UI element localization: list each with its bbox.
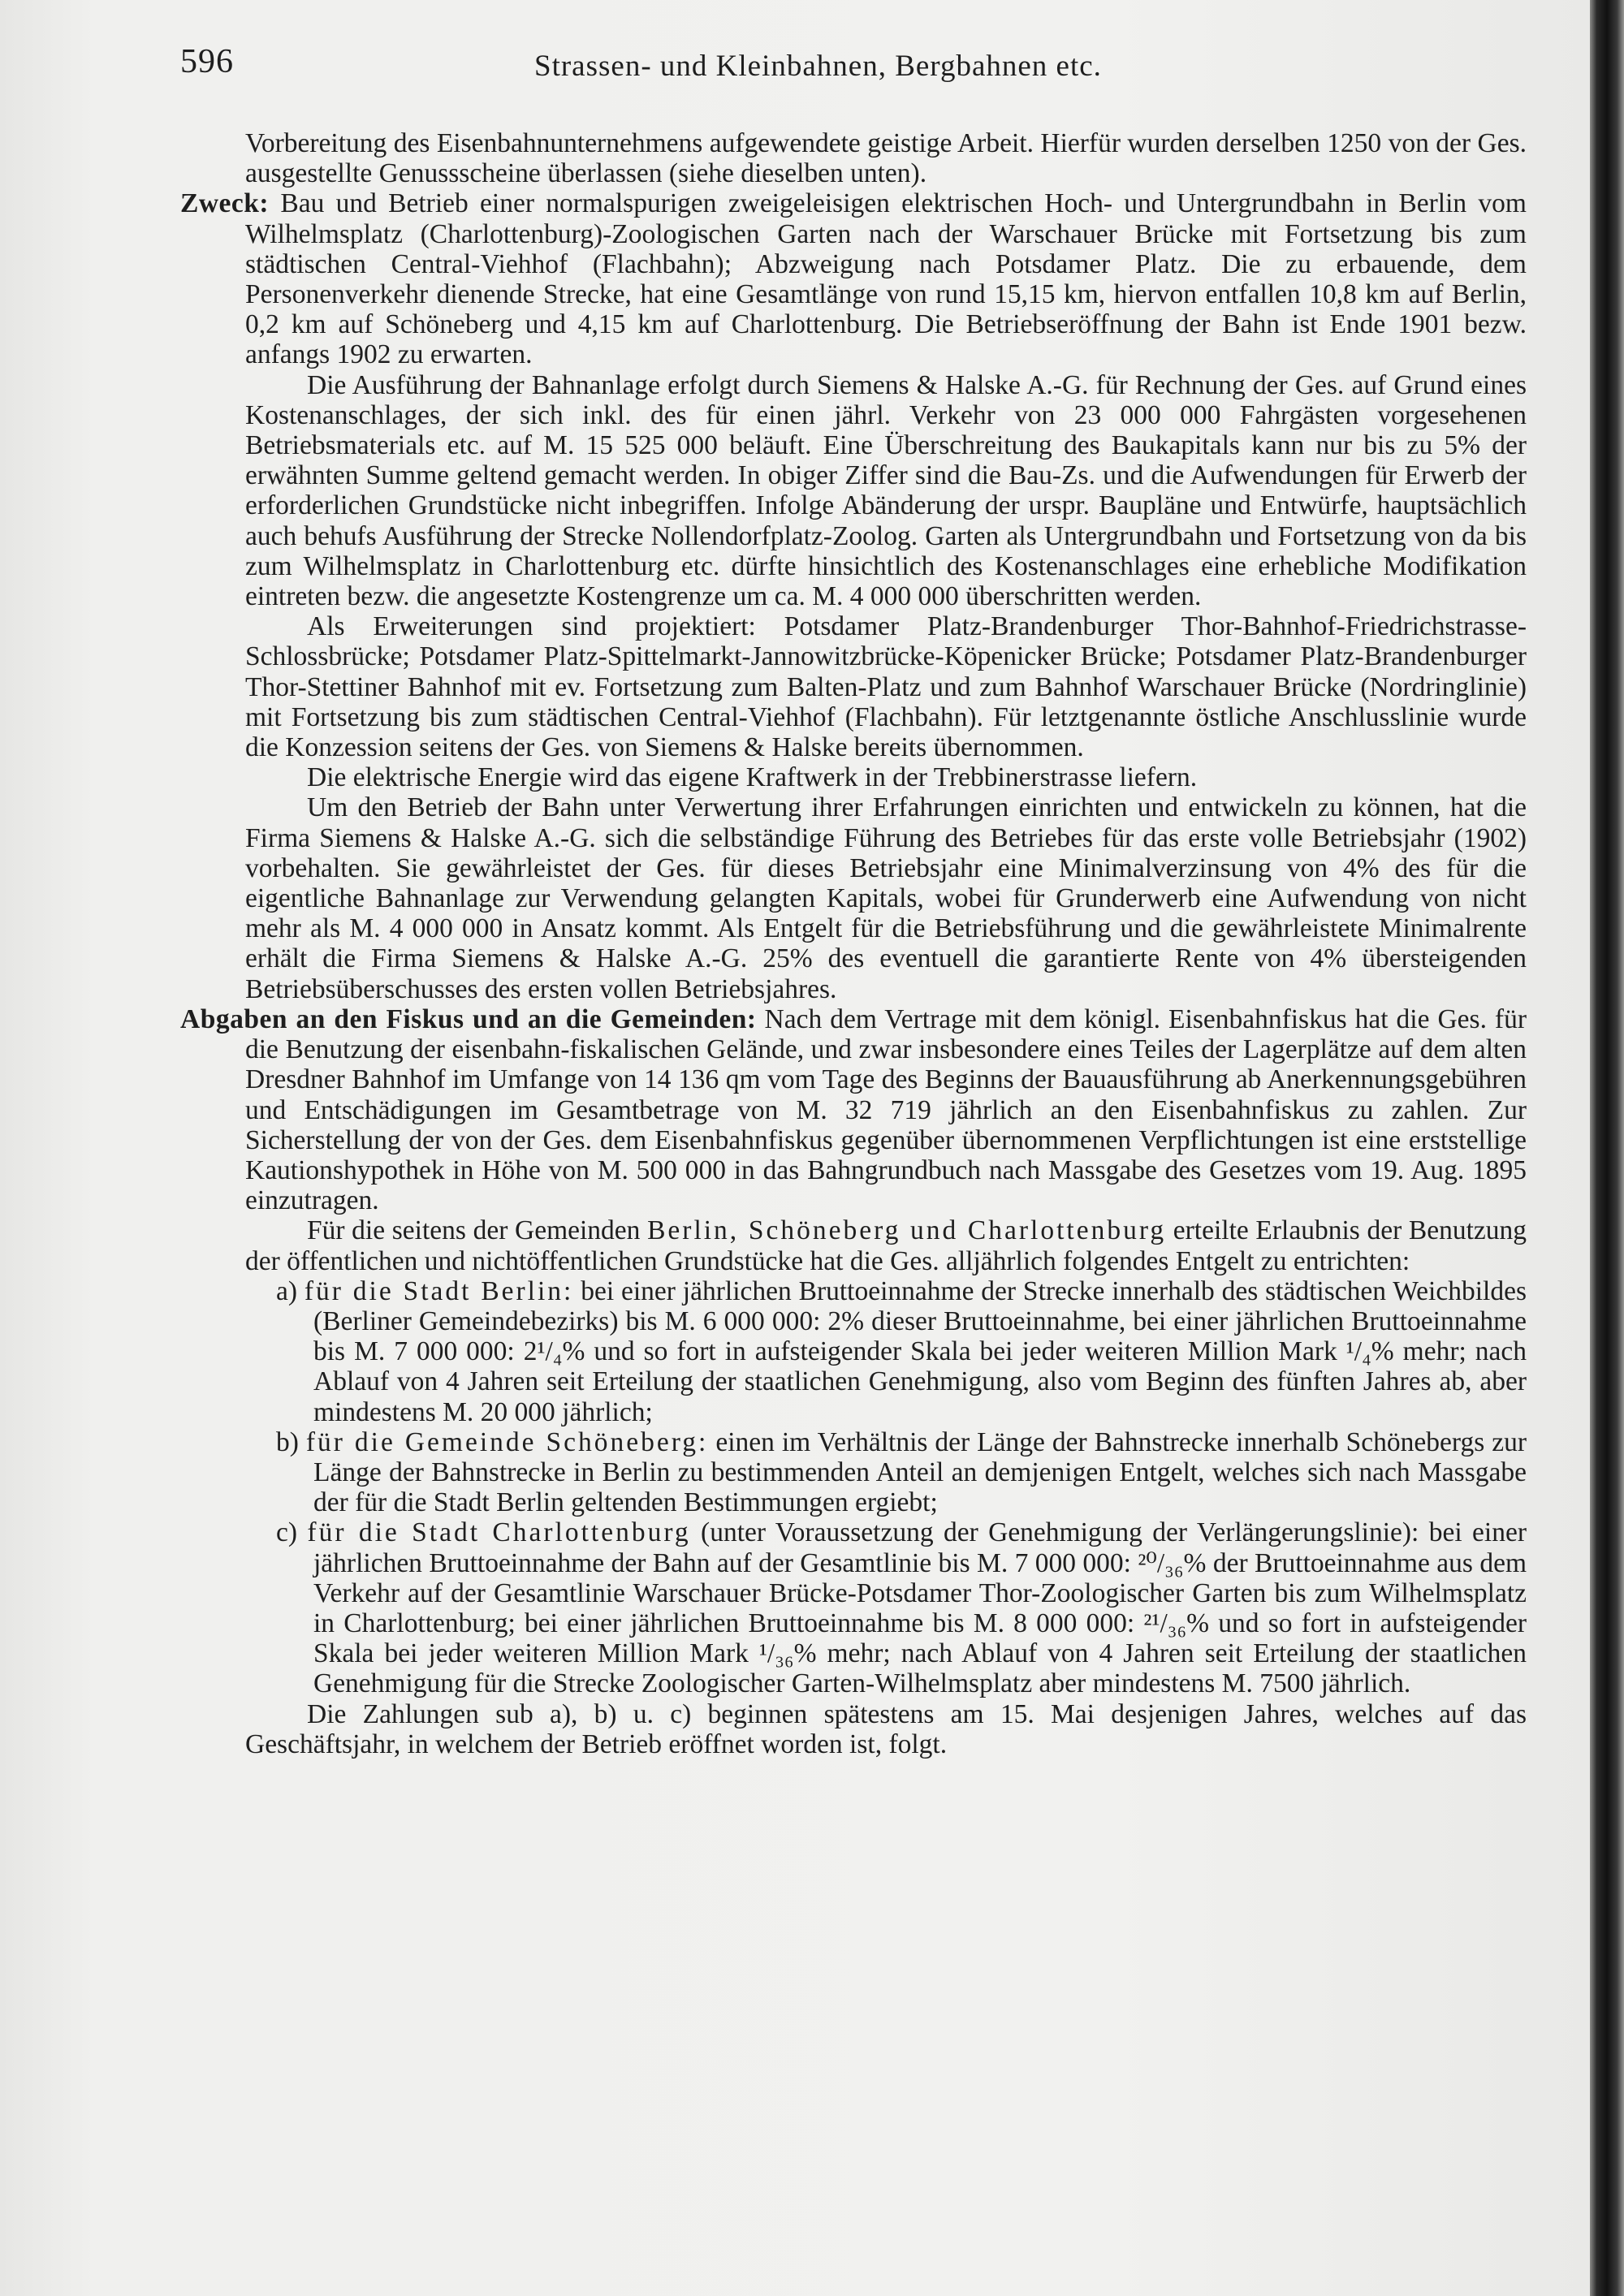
list-place: für die Stadt Charlottenburg <box>307 1517 691 1548</box>
body-text <box>180 128 1527 1759</box>
list-place: für die Gemeinde Schöneberg: <box>305 1426 709 1457</box>
list-label: b) <box>276 1426 306 1457</box>
list-text: einen im Verhältnis der Länge der Bahnstrecke innerhalb Schönebergs zur Länge der Bahnstrecke in Berlin zu bestimmenden Anteil an demjenigen Entgelt, welches sich nach Massgabe der für die Stadt Berlin geltenden Bestimmungen ergiebt; <box>313 1426 1527 1518</box>
section-lead-abgaben: Abgaben an den Fiskus und an die Gemeinden: <box>180 1003 757 1034</box>
paragraph-gemeinden <box>180 1215 1527 1275</box>
paragraph-ausfuehrung: Die Ausführung der Bahnanlage erfolgt durch Siemens & Halske A.-G. für Rechnung der Ges. auf Grund eines Kostenanschlages, der sich inkl. des für einen jährl. Verkehr von 23 000 000 Fahrgästen vorgesehenen Betriebsmaterials etc. auf M. 15 525 000 beläuft. Eine Überschreitung des Baukapitals kann nur bis zu 5% der erwähnten Summe geltend gemacht werden. In obiger Ziffer sind die Bau-Zs. und die Aufwendungen für Erwerb der erforderlichen Grundstücke nicht inbegriffen. Infolge Abänderung der urspr. Baupläne und Entwürfe, hauptsächlich auch behufs Ausführung der Strecke Nollendorfplatz-Zoolog. Garten als Untergrundbahn und Fortsetzung von da bis zum Wilhelmsplatz in Charlottenburg etc. dürfte hinsichtlich des Kostenanschlages eine erhebliche Modifikation eintreten bezw. die angesetzte Kostengrenze um ca. M. 4 000 000 überschritten werden. <box>245 369 1527 612</box>
list-place: für die Stadt Berlin: <box>304 1275 574 1306</box>
list-label: c) <box>276 1517 308 1548</box>
paragraph-text: Bau und Betrieb einer normalspurigen zweigeleisigen elektrischen Hoch- und Untergrundbahn in Berlin vom Wilhelmsplatz (Charlottenburg)-Zoologischen Garten nach der Warschauer Brücke mit Fortsetzung bis zum städtischen Central-Viehhof (Flachbahn); Abzweigung nach Potsdamer Platz. Die zu erbauende, dem Personenverkehr dienende Strecke, hat eine Gesamtlänge von rund 15,15 km, hiervon entfallen 10,8 km auf Berlin, 0,2 km auf Schöneberg und 4,15 km auf Charlottenburg. Die Betriebseröffnung der Bahn ist Ende 1901 bezw. anfangs 1902 zu erwarten. <box>245 188 1527 370</box>
list-label: a) <box>276 1275 304 1306</box>
paragraph-abgaben <box>180 1004 1527 1215</box>
paragraph-zweck <box>180 188 1527 369</box>
paragraph-text: Nach dem Vertrage mit dem königl. Eisenbahnfiskus hat die Ges. für die Benutzung der eisenbahn-fiskalischen Gelände, und zwar insbesondere eines Teiles der Lagerplätze auf dem alten Dresdner Bahnhof im Umfange von 14 136 qm vom Tage des Beginns der Bauausführung ab Anerkennungsgebühren und Entschädigungen im Gesamtbetrage von M. 32 719 jährlich an den Eisenbahnfiskus zu zahlen. Zur Sicherstellung der von der Ges. dem Eisenbahnfiskus gegenüber übernommenen Verpflichtungen ist eine erststellige Kautionshypothek in Höhe von M. 500 000 in das Bahngrundbuch nach Massgabe des Gesetzes vom 19. Aug. 1895 einzutragen. <box>245 1003 1527 1216</box>
book-binding-edge <box>1590 0 1624 2296</box>
list-text: bei einer jährlichen Bruttoeinnahme der Strecke innerhalb des städtischen Weichbildes (Berliner Gemeindebezirks) bis M. 6 000 000: 2% dieser Bruttoeinnahme, bei einer jährlichen Bruttoeinnahme bis M. 7 000 000: 2¹/₄% und so fort in aufsteigender Skala bei jeder weiteren Million Mark ¹/₄% mehr; nach Ablauf von 4 Jahren seit Erteilung der staatlichen Genehmigung, also vom Beginn des fünften Jahres ab, aber mindestens M. 20 000 jährlich; <box>313 1275 1527 1427</box>
list-item <box>276 1517 1527 1698</box>
paragraph-text: erteilte Erlaubnis der Benutzung der öffentlichen und nichtöffentlichen Grundstücke hat die Ges. alljährlich folgendes Entgelt zu entrichten: <box>245 1215 1527 1276</box>
payment-list <box>180 1276 1527 1699</box>
paragraph-text: Für die seitens der Gemeinden <box>307 1215 648 1246</box>
page-number: 596 <box>180 43 234 80</box>
section-lead-zweck: Zweck: <box>180 188 270 219</box>
list-item <box>276 1427 1527 1518</box>
paragraph-continued: Vorbereitung des Eisenbahnunternehmens aufgewendete geistige Arbeit. Hierfür wurden derselben 1250 von der Ges. ausgestellte Genussscheine überlassen (siehe dieselben unten). <box>245 128 1527 189</box>
list-text: (unter Voraussetzung der Genehmigung der Verlängerungslinie): bei einer jährlichen Bruttoeinnahme der Bahn auf der Gesamtlinie bis M. 7 000 000: ²⁰/₃₆% der Bruttoeinnahme aus dem Verkehr auf der Gesamtlinie Warschauer Brücke-Potsdamer Thor-Zoologischer Garten bis zum Wilhelmsplatz in Charlottenburg; bei einer jährlichen Bruttoeinnahme bis M. 8 000 000: ²¹/₃₆% und so fort in aufsteigender Skala bei jeder weiteren Million Mark ¹/₃₆% mehr; nach Ablauf von 4 Jahren seit Erteilung der staatlichen Genehmigung für die Strecke Zoologischer Garten-Wilhelmsplatz aber mindestens M. 7500 jährlich. <box>313 1517 1527 1699</box>
running-head: Strassen- und Kleinbahnen, Bergbahnen etc. <box>534 50 1102 83</box>
paragraph-erweiterungen: Als Erweiterungen sind projektiert: Potsdamer Platz-Brandenburger Thor-Bahnhof-Friedrichstrasse-Schlossbrücke; Potsdamer Platz-Spittelmarkt-Jannowitzbrücke-Köpenicker Brücke; Potsdamer Platz-Brandenburger Thor-Stettiner Bahnhof mit ev. Fortsetzung zum Balten-Platz und zum Bahnhof Warschauer Brücke (Nordringlinie) mit Fortsetzung bis zum städtischen Central-Viehhof (Flachbahn). Für letztgenannte östliche Anschlusslinie wurde die Konzession seitens der Ges. von Siemens & Halske bereits übernommen. <box>245 611 1527 763</box>
municipalities: Berlin, Schöneberg und Charlottenburg <box>647 1215 1167 1246</box>
list-item <box>276 1276 1527 1427</box>
page-header <box>180 42 1512 91</box>
paragraph-betrieb: Um den Betrieb der Bahn unter Verwertung ihrer Erfahrungen einrichten und entwickeln zu können, hat die Firma Siemens & Halske A.-G. sich die selbständige Führung des Betriebes für das erste volle Betriebsjahr (1902) vorbehalten. Sie gewährleistet der Ges. für dieses Betriebsjahr eine Minimalverzinsung von 4% des für die eigentliche Bahnanlage zur Verwendung gelangten Kapitals, wobei für Grunderwerb eine Aufwendung von nicht mehr als M. 4 000 000 in Ansatz kommt. Als Entgelt für die Betriebsführung und die gewährleistete Minimalrente erhält die Firma Siemens & Halske A.-G. 25% des eventuell die garantierte Rente von 4% übersteigenden Betriebsüberschusses des ersten vollen Betriebsjahres. <box>245 792 1527 1004</box>
paragraph-zahlungen: Die Zahlungen sub a), b) u. c) beginnen spätestens am 15. Mai desjenigen Jahres, welches auf das Geschäftsjahr, in welchem der Betrieb eröffnet worden ist, folgt. <box>245 1698 1527 1759</box>
paragraph-energie: Die elektrische Energie wird das eigene Kraftwerk in der Trebbinerstrasse liefern. <box>307 762 1198 793</box>
